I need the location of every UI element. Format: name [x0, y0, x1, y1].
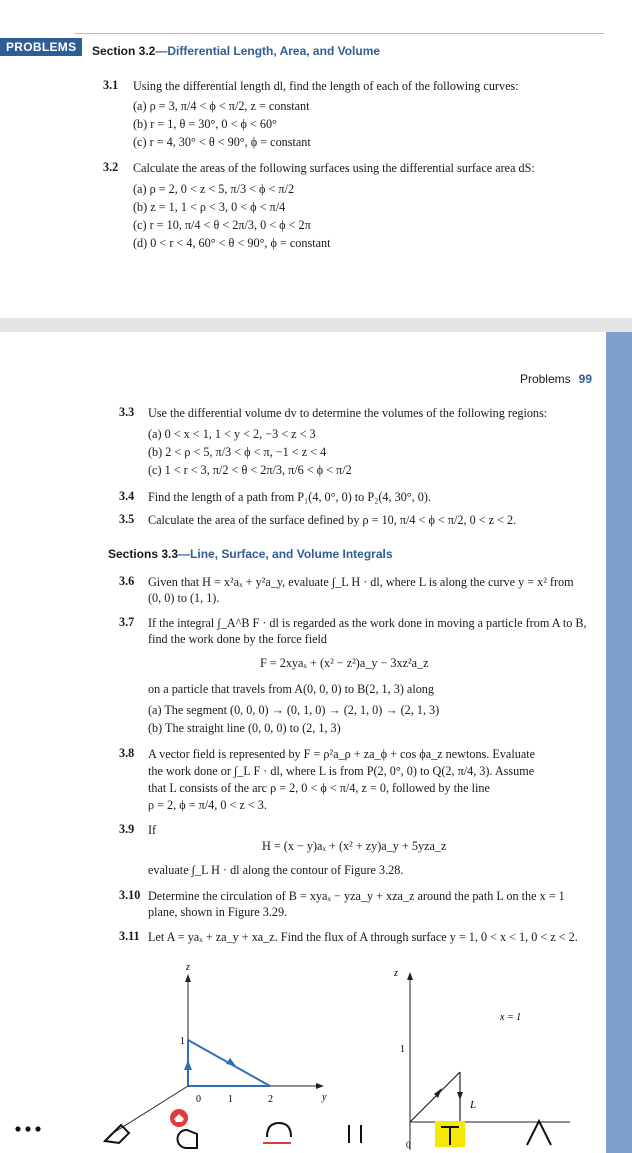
page-top	[0, 0, 632, 318]
eraser-button[interactable]	[92, 1100, 142, 1153]
problem-text: the work done or ∫_L F · dl, where L is from P(2, 0°, 0) to Q(2, π/4, 3). Assume	[148, 764, 535, 778]
running-header-label: Problems	[519, 372, 571, 386]
text-highlight-icon	[429, 1107, 469, 1147]
problem-item: (b) z = 1, 1 < ρ < 3, 0 < ϕ < π/4	[133, 200, 286, 214]
problem-text: find the work done by the force field	[148, 632, 328, 646]
equation: F = 2xyaₓ + (x² − z²)a_y − 3xz²a_z	[260, 656, 429, 670]
equation: H = (x − y)aₓ + (x² + zy)a_y + 5yza_z	[262, 839, 447, 853]
problem-text: evaluate ∫_L H · dl along the contour of Figure 3.28.	[148, 863, 404, 877]
problem-text: that L consists of the arc ρ = 2, 0 < ϕ < π/4, z = 0, followed by the line	[148, 781, 490, 795]
header-rule	[74, 33, 604, 34]
problem-number: 3.1	[103, 78, 119, 92]
z-arrow	[185, 974, 191, 982]
plane-label: x = 1	[500, 1012, 522, 1023]
more-button[interactable]	[0, 1100, 60, 1153]
problem-item: (a) ρ = 3, π/4 < ϕ < π/2, z = constant	[133, 99, 310, 113]
lasso-icon	[257, 1107, 297, 1147]
section-title: Differential Length, Area, and Volume	[167, 44, 381, 58]
page-99[interactable]	[0, 332, 632, 1153]
path-label: L	[470, 1099, 477, 1111]
problem-text: Calculate the area of the surface defined by ρ = 10, π/4 < ϕ < π/2, 0 < z < 2.	[148, 513, 517, 527]
problem-text: A vector field is represented by F = ρ²a_ρ + za_ϕ + cos ϕa_z newtons. Evaluate	[148, 747, 536, 761]
text-button[interactable]	[514, 1100, 564, 1153]
path-arrow	[184, 1060, 192, 1070]
annotation-toolbar	[0, 1100, 632, 1153]
running-header	[520, 372, 592, 386]
problem-number: 3.3	[119, 405, 135, 419]
problem-number: 3.5	[119, 512, 135, 526]
problem-item: (a) ρ = 2, 0 < z < 5, π/3 < ϕ < π/2	[133, 182, 295, 196]
page-side-tab	[606, 332, 632, 1153]
problem-number: 3.9	[119, 822, 135, 836]
problem-text: Let A = yaₓ + za_y + xa_z. Find the flux of A through surface y = 1, 0 < x < 1, 0 < z < 2.	[148, 930, 578, 944]
section-heading-3-2: Section 3.2—Differential Length, Area, and Volume	[92, 44, 381, 58]
y-tick-1: 1	[228, 1094, 233, 1105]
problem-text: Find the length of a path from P₁(4, 0°, 0) to P₂(4, 30°, 0).	[148, 490, 431, 504]
y-label: y	[322, 1092, 327, 1103]
z-tick-1: 1	[180, 1036, 185, 1047]
lasso-button[interactable]	[252, 1100, 302, 1153]
problem-text: Given that H = x²aₓ + y²a_y, evaluate ∫_L H · dl, where L is along the curve y = x² from	[148, 575, 574, 589]
origin-label: 0	[196, 1094, 201, 1105]
text-icon	[519, 1107, 559, 1147]
underline-button[interactable]	[330, 1100, 380, 1153]
problem-item: (c) 1 < r < 3, π/2 < θ < 2π/3, π/6 < ϕ < π/2	[148, 463, 352, 477]
z-tick-1: 1	[400, 1044, 405, 1055]
problem-number: 3.8	[119, 746, 135, 760]
section-heading-3-3: Sections 3.3—Line, Surface, and Volume Integrals	[108, 547, 393, 561]
problem-text: Calculate the areas of the following surfaces using the differential surface area dS:	[133, 161, 535, 175]
path-arrow	[457, 1092, 463, 1100]
origin-label: 0	[406, 1140, 411, 1150]
z-label: z	[394, 968, 398, 979]
problem-number: 3.11	[119, 929, 140, 943]
underline-icon	[335, 1107, 375, 1147]
problem-number: 3.2	[103, 160, 119, 174]
problem-item: (c) r = 10, π/4 < θ < 2π/3, 0 < ϕ < 2π	[133, 218, 311, 232]
problem-item: (a) The segment (0, 0, 0) → (0, 1, 0) → (2, 1, 0) → (2, 1, 3)	[148, 703, 440, 717]
page-number: 99	[578, 372, 592, 386]
problems-badge: PROBLEMS	[0, 38, 82, 56]
problem-item: (b) The straight line (0, 0, 0) to (2, 1, 3)	[148, 721, 341, 735]
section-title: Line, Surface, and Volume Integrals	[190, 547, 393, 561]
problem-item: (a) 0 < x < 1, 1 < y < 2, −3 < z < 3	[148, 427, 316, 441]
problem-text: Use the differential volume dv to determine the volumes of the following regions:	[148, 406, 548, 420]
y-tick-2: 2	[268, 1094, 273, 1105]
problem-item: (b) 2 < ρ < 5, π/3 < ϕ < π, −1 < z < 4	[148, 445, 327, 459]
path-arrow	[226, 1058, 236, 1066]
z-arrow	[407, 972, 413, 980]
problem-text: Using the differential length dl, find the length of each of the following curves:	[133, 79, 519, 93]
y-arrow	[316, 1083, 324, 1089]
pen-button[interactable]	[152, 1100, 222, 1153]
problem-text: Determine the circulation of B = xyaₓ − yza_y + xza_z around the path L on the x = 1	[148, 889, 565, 903]
problem-text: (0, 0) to (1, 1).	[148, 591, 220, 605]
section-number: Section 3.2	[92, 44, 156, 58]
problem-item: (d) 0 < r < 4, 60° < θ < 90°, ϕ = constant	[133, 236, 331, 250]
z-label: z	[186, 962, 190, 973]
pen-icon	[157, 1102, 217, 1152]
problem-number: 3.10	[119, 888, 141, 902]
problem-item: (c) r = 4, 30° < θ < 90°, ϕ = constant	[133, 135, 311, 149]
problem-text: If the integral ∫_A^B F · dl is regarded as the work done in moving a particle from A to B,	[148, 616, 587, 630]
problem-item: (b) r = 1, θ = 30°, 0 < ϕ < 60°	[133, 117, 277, 131]
eraser-icon	[97, 1107, 137, 1147]
problem-number: 3.7	[119, 615, 135, 629]
problem-number: 3.6	[119, 574, 135, 588]
problem-text: ρ = 2, ϕ = π/4, 0 < z < 3.	[148, 798, 267, 812]
page-gap	[0, 318, 632, 332]
problem-number: 3.4	[119, 489, 135, 503]
section-number: Sections 3.3	[108, 547, 179, 561]
problem-text: plane, shown in Figure 3.29.	[148, 905, 288, 919]
problem-text: If	[148, 823, 157, 837]
text-highlight-button[interactable]	[424, 1099, 477, 1153]
problem-text: on a particle that travels from A(0, 0, 0) to B(2, 1, 3) along	[148, 682, 434, 696]
